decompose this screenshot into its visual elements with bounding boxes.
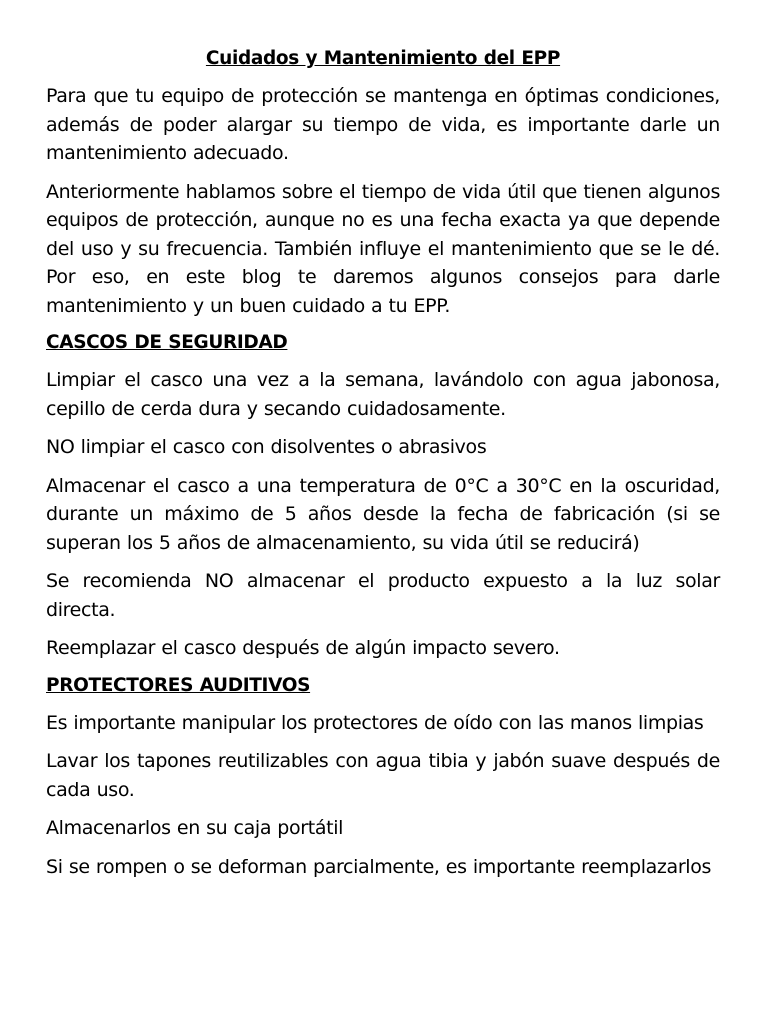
section-paragraph: Reemplazar el casco después de algún impacto severo. <box>46 637 560 659</box>
section-paragraph: Si se rompen o se deforman parcialmente, es importante reemplazarlos <box>46 855 712 878</box>
section-paragraph: NO limpiar el casco con disolventes o abrasivos <box>46 436 487 458</box>
section-heading-protectores: PROTECTORES AUDITIVOS <box>46 674 311 696</box>
intro-paragraph: Anteriormente hablamos sobre el tiempo de vida útil que tienen algunos equipos de protección, aunque no es una fecha exacta ya que depende del uso y su frecuencia. También influye el mantenimiento que se le dé. Por eso, en este blog te daremos algunos consejos para darle mantenimiento y un buen cuidado a tu EPP. <box>46 180 720 317</box>
section-paragraph: Limpiar el casco una vez a la semana, lavándolo con agua jabonosa, cepillo de cerda dura y secando cuidadosamente. <box>46 369 720 420</box>
section-paragraph: Es importante manipular los protectores de oído con las manos limpias <box>46 711 704 734</box>
section-paragraph: Se recomienda NO almacenar el producto expuesto a la luz solar directa. <box>46 570 720 621</box>
section-paragraph: Almacenar el casco a una temperatura de 0°C a 30°C en la oscuridad, durante un máximo de 5 años desde la fecha de fabricación (si se superan los 5 años de almacenamiento, su vida útil se reducirá) <box>46 474 720 554</box>
document-body <box>46 46 720 891</box>
section-paragraph: Almacenarlos en su caja portátil <box>46 817 344 839</box>
intro-paragraph: Para que tu equipo de protección se mantenga en óptimas condiciones, además de poder alargar su tiempo de vida, es importante darle un mantenimiento adecuado. <box>46 85 720 164</box>
section-paragraph: Lavar los tapones reutilizables con agua tibia y jabón suave después de cada uso. <box>46 750 720 801</box>
document-title: Cuidados y Mantenimiento del EPP <box>205 48 561 69</box>
section-heading-cascos: CASCOS DE SEGURIDAD <box>46 332 288 353</box>
